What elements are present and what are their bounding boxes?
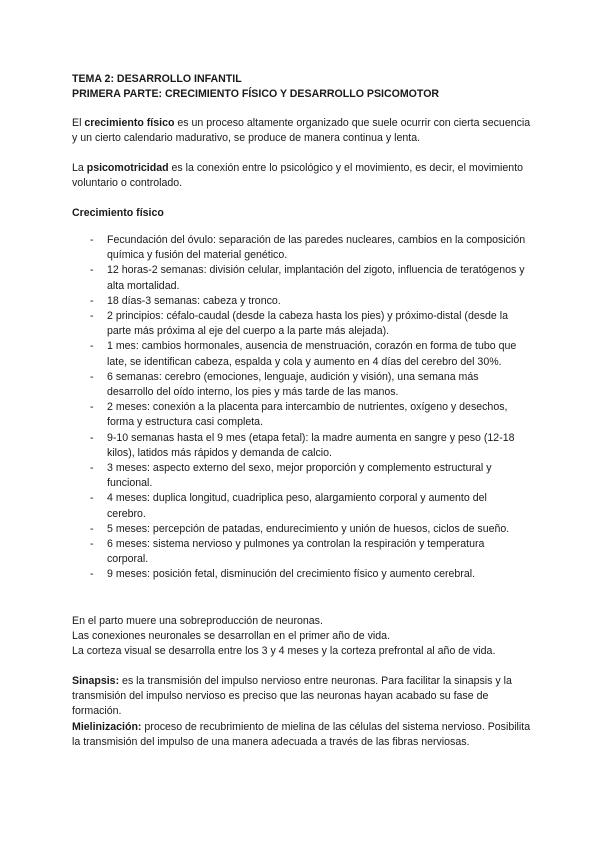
neurons-line: Las conexiones neuronales se desarrollan en el primer año de vida.	[72, 630, 391, 643]
list-item: - 6 semanas: cerebro (emociones, lenguaje, audición y visión), una semana más desarrollo del oído interno, los pies y más tarde de las manos.	[90, 370, 479, 399]
list-item: - 2 meses: conexión a la placenta para intercambio de nutrientes, oxígeno y desechos, forma y estructura casi completa.	[90, 401, 508, 429]
bullet-dash: -	[90, 492, 94, 505]
mielinizacion-definition: Mielinización: proceso de recubrimiento de mielina de las células del sistema nervioso. Posibilita la transmisión del impulso de una manera adecuada a través de las fibras nerviosas.	[72, 720, 531, 748]
list-item: - 18 días-3 semanas: cabeza y tronco.	[90, 294, 528, 309]
neurons-line: En el parto muere una sobreproducción de neuronas.	[72, 615, 323, 627]
bullet-dash: -	[90, 310, 94, 323]
list-item: - 1 mes: cambios hormonales, ausencia de menstruación, corazón en forma de tubo que late, se identifican cabeza, espalda y cola y aumento en 4 días del cerebro del 30%.	[90, 340, 517, 368]
topic-title: TEMA 2: DESARROLLO INFANTIL	[72, 73, 242, 85]
list-item: - 4 meses: duplica longitud, cuadriplica peso, alargamiento corporal y aumento del cerebro.	[90, 492, 487, 520]
psychomotor-definition: La psicomotricidad es la conexión entre lo psicológico y el movimiento, es decir, el movimiento voluntario o controlado.	[72, 162, 524, 190]
bullet-dash: -	[90, 462, 94, 475]
bullet-dash: -	[90, 522, 94, 535]
list-item: - 9-10 semanas hasta el 9 mes (etapa fetal): la madre aumenta en sangre y peso (12-18 kilos), latidos más rápidos y demanda de calcio.	[90, 431, 515, 459]
list-item: - 2 principios: céfalo-caudal (desde la cabeza hasta los pies) y próximo-distal (desde la parte más próxima al eje del cuerpo a la parte más alejada).	[90, 310, 509, 338]
list-item: - 6 meses: sistema nervioso y pulmones ya controlan la respiración y temperatura corporal.	[90, 538, 485, 566]
sinapsis-definition: Sinapsis: es la transmisión del impulso nervioso entre neuronas. Para facilitar la sinapsis y la transmisión del impulso nervioso es preciso que las neuronas hayan acabado su fase de formación.	[72, 675, 512, 718]
list-item: - Fecundación del óvulo: separación de las paredes nucleares, cambios en la composición química y fusión del material genético.	[90, 234, 526, 262]
neurons-paragraph	[72, 614, 532, 660]
bullet-dash: -	[90, 538, 94, 551]
list-item: - 12 horas-2 semanas: división celular, implantación del zigoto, influencia de teratógenos y alta mortalidad.	[90, 264, 525, 292]
growth-stages-list	[90, 233, 528, 583]
part-title: PRIMERA PARTE: CRECIMIENTO FÍSICO Y DESARROLLO PSICOMOTOR	[72, 88, 440, 101]
growth-definition: El crecimiento físico es un proceso altamente organizado que suele ocurrir con cierta secuencia y un cierto calendario madurativo, se produce de manera continua y lenta.	[72, 117, 531, 145]
psychomotor-term: psicomotricidad	[86, 162, 169, 174]
mielinizacion-term: Mielinización:	[72, 720, 142, 733]
list-item: - 3 meses: aspecto externo del sexo, mejor proporción y complemento estructural y funcional.	[90, 462, 492, 490]
bullet-dash: -	[90, 264, 94, 277]
bullet-dash: -	[90, 370, 94, 383]
section-heading: Crecimiento físico	[72, 207, 164, 219]
growth-term: crecimiento físico	[84, 117, 175, 129]
bullet-dash: -	[90, 568, 94, 581]
sinapsis-term: Sinapsis:	[72, 675, 120, 687]
list-item: - 9 meses: posición fetal, disminución del crecimiento físico y aumento cerebral.	[90, 567, 528, 582]
bullet-dash: -	[90, 294, 94, 307]
bullet-dash: -	[90, 340, 94, 353]
bullet-dash: -	[90, 431, 94, 444]
document-header	[72, 72, 532, 102]
neurons-line: La corteza visual se desarrolla entre los 3 y 4 meses y la corteza prefrontal al año de vida.	[72, 645, 496, 658]
bullet-dash: -	[90, 401, 94, 414]
list-item: - 5 meses: percepción de patadas, endurecimiento y unión de huesos, ciclos de sueño.	[90, 522, 528, 537]
bullet-dash: -	[90, 234, 94, 246]
definitions-block	[72, 674, 532, 750]
